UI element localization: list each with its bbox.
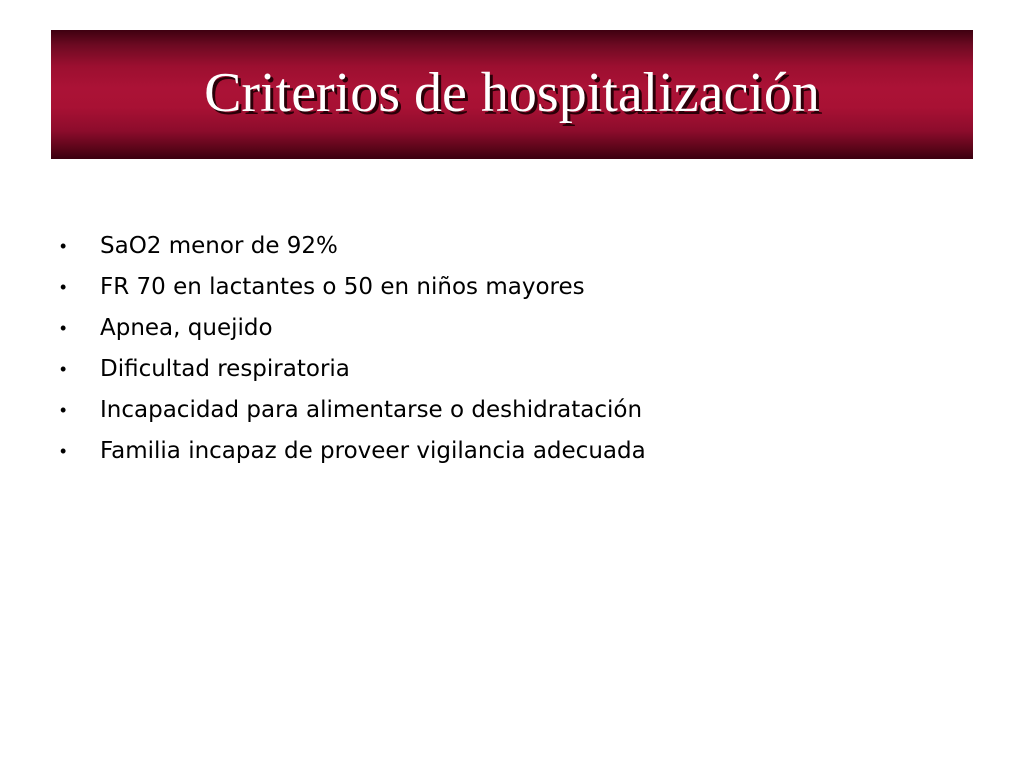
bullet-item [60, 308, 960, 349]
bullet-icon: • [60, 236, 67, 256]
bullet-icon: • [60, 359, 67, 379]
bullet-text: Apnea, quejido [100, 315, 273, 341]
bullet-text: FR 70 en lactantes o 50 en niños mayores [100, 274, 585, 300]
bullet-text: SaO2 menor de 92% [100, 233, 338, 259]
bullet-item [60, 431, 960, 472]
bullet-item [60, 390, 960, 431]
title-banner [51, 30, 973, 159]
bullet-icon: • [60, 277, 67, 297]
bullet-item [60, 349, 960, 390]
bullet-icon: • [60, 318, 67, 338]
bullet-icon: • [60, 400, 67, 420]
bullet-text: Incapacidad para alimentarse o deshidratación [100, 397, 643, 423]
bullet-list [60, 226, 960, 472]
bullet-text: Familia incapaz de proveer vigilancia adecuada [100, 438, 646, 464]
bullet-icon: • [60, 441, 67, 461]
bullet-item [60, 267, 960, 308]
slide-title: Criterios de hospitalización [204, 61, 820, 124]
bullet-item [60, 226, 960, 267]
bullet-text: Dificultad respiratoria [100, 356, 350, 382]
